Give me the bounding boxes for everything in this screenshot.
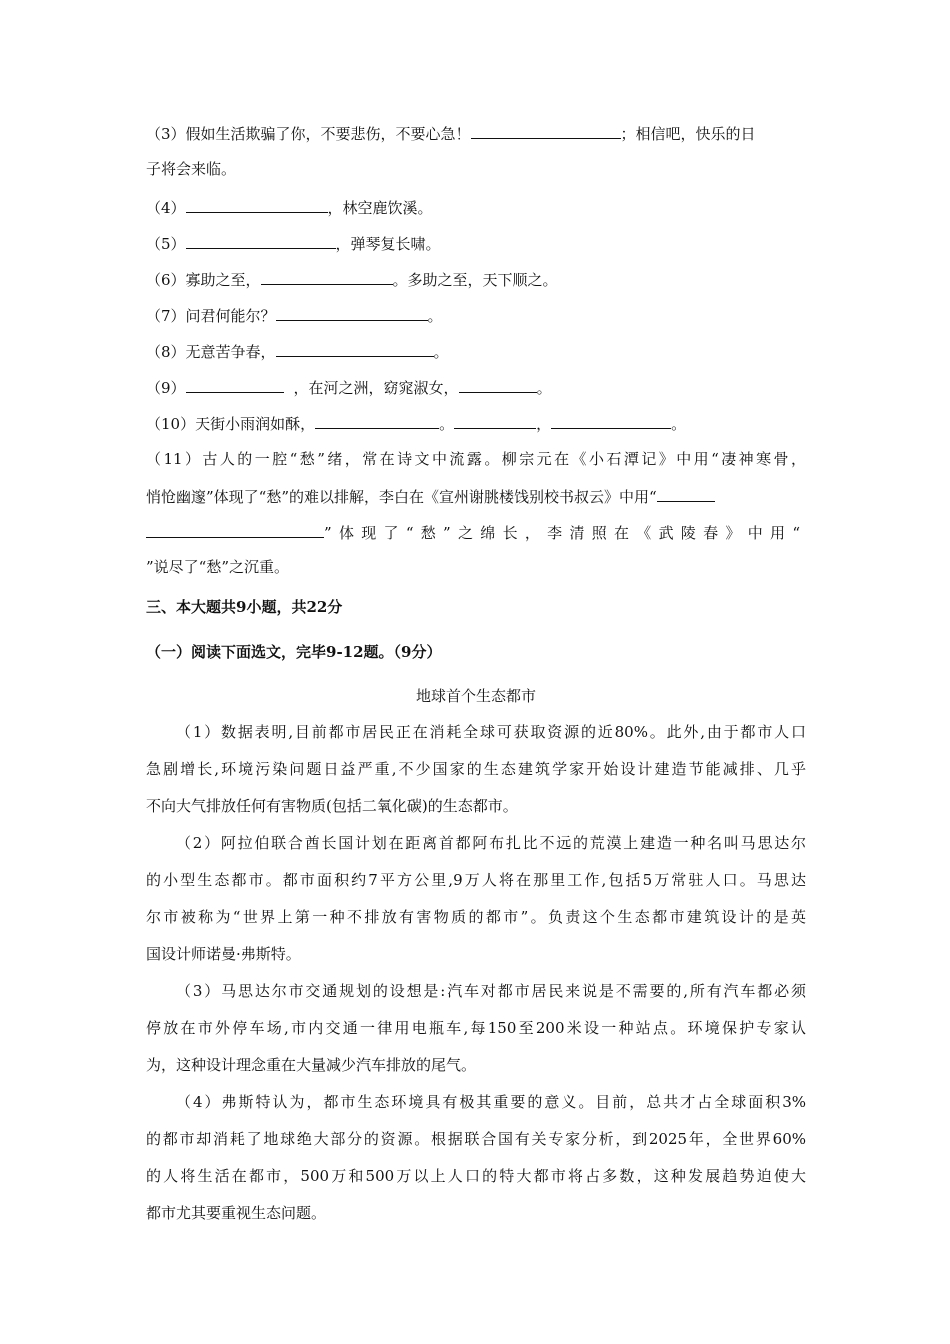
- question-4: [146, 196, 433, 218]
- question-8-text-b: 。: [433, 343, 449, 361]
- question-10-text-b: 。: [439, 415, 455, 433]
- question-8-blank[interactable]: [276, 340, 434, 357]
- question-7-text-a: （7）问君何能尔？: [146, 307, 276, 325]
- question-5-text-a: （5）: [146, 235, 186, 253]
- question-9-text-c: 。: [536, 379, 552, 397]
- question-10: [146, 412, 686, 434]
- question-10-text-c: ，: [536, 415, 552, 433]
- question-10-blank-1[interactable]: [315, 412, 439, 429]
- question-11-line-4: [146, 557, 289, 577]
- question-11-text-l2: 悄怆幽邃”体现了“愁”的难以排解，李白在《宣州谢朓楼饯别校书叔云》中用“: [146, 488, 657, 506]
- question-5-text-b: ，弹琴复长啸。: [335, 235, 441, 253]
- question-6-text-a: （6）寡助之至，: [146, 271, 261, 289]
- article-p4-line-4: 都市尤其要重视生态问题。: [146, 1204, 327, 1222]
- question-11-line-2: [146, 485, 715, 507]
- question-3-line-1: [146, 122, 756, 144]
- question-3-text-c: 子将会来临。: [146, 160, 237, 178]
- article-p1-line-2: 急剧增长,环境污染问题日益严重,不少国家的生态建筑学家开始设计建造节能减排、几乎: [146, 760, 806, 778]
- question-7-blank[interactable]: [276, 304, 428, 321]
- article-p2-line-1: （2）阿拉伯联合酋长国计划在距离首都阿布扎比不远的荒漠上建造一种名叫马思达尔: [176, 834, 806, 852]
- question-8-text-a: （8）无意苦争春，: [146, 343, 276, 361]
- question-9: [146, 376, 552, 398]
- article-p3-line-2: 停放在市外停车场,市内交通一律用电瓶车,每150至200米设一种站点。环境保护专家认: [146, 1019, 806, 1037]
- question-10-text-d: 。: [671, 415, 687, 433]
- question-11-line-3: [146, 521, 806, 543]
- article-p3-line-1: （3）马思达尔市交通规划的设想是:汽车对都市居民来说是不需要的,所有汽车都必须: [176, 982, 806, 1000]
- question-4-blank[interactable]: [186, 196, 328, 213]
- question-10-blank-2[interactable]: [454, 412, 536, 429]
- article-p4-line-3: 的人将生活在都市，500万和500万以上人口的特大都市将占多数，这种发展趋势迫使大: [146, 1167, 806, 1185]
- question-6: [146, 268, 558, 290]
- question-6-text-b: 。多助之至，天下顺之。: [392, 271, 558, 289]
- question-6-blank[interactable]: [261, 268, 393, 285]
- article-p1-line-1: （1）数据表明,目前都市居民正在消耗全球可获取资源的近80%。此外,由于都市人口: [176, 723, 806, 741]
- question-11-text-l1: （11）古人的一腔“愁”绪，常在诗文中流露。柳宗元在《小石潭记》中用“凄神寒骨，: [146, 450, 806, 468]
- article-p4-line-2: 的都市却消耗了地球绝大部分的资源。根据联合国有关专家分析，到2025年，全世界60%: [146, 1130, 806, 1148]
- question-10-text-a: （10）天街小雨润如酥，: [146, 415, 316, 433]
- question-5: [146, 232, 441, 254]
- question-11-line-1: [146, 449, 806, 469]
- article-p2-line-3: 尔市被称为“世界上第一种不排放有害物质的都市”。负责这个生态都市建筑设计的是英: [146, 908, 806, 926]
- section-heading: 三、本大题共9小题，共22分: [146, 598, 343, 616]
- article-p2-line-4: 国设计师诺曼·弗斯特。: [146, 945, 301, 963]
- question-3-text-b: ；相信吧，快乐的日: [620, 125, 756, 143]
- question-9-text-a: （9）: [146, 379, 186, 397]
- question-9-blank-1[interactable]: [186, 376, 284, 393]
- question-11-text-l3: ”体现了“愁”之绵长，李清照在《武陵春》中用“: [324, 524, 802, 542]
- question-11-text-l4: ”说尽了“愁”之沉重。: [146, 558, 290, 576]
- question-4-text-a: （4）: [146, 199, 186, 217]
- section-subheading: （一）阅读下面选文，完毕9-12题。（9分）: [146, 643, 442, 661]
- article-title: 地球首个生态都市: [415, 687, 536, 705]
- question-9-text-b: ，在河之洲，窈窕淑女，: [293, 379, 459, 397]
- question-4-text-b: ，林空鹿饮溪。: [327, 199, 433, 217]
- question-7: [146, 304, 443, 326]
- question-3-text-a: （3）假如生活欺骗了你，不要悲伤，不要心急！: [146, 125, 471, 143]
- question-3-blank[interactable]: [471, 122, 621, 139]
- question-5-blank[interactable]: [186, 232, 336, 249]
- article-p2-line-2: 的小型生态都市。都市面积约7平方公里,9万人将在那里工作,包括5万常驻人口。马思达: [146, 871, 806, 889]
- question-7-text-b: 。: [427, 307, 443, 325]
- question-9-blank-2[interactable]: [459, 376, 537, 393]
- article-p3-line-3: 为，这种设计理念重在大量减少汽车排放的尾气。: [146, 1056, 477, 1074]
- question-3-line-2: [146, 159, 236, 179]
- question-8: [146, 340, 449, 362]
- question-11-blank-1b[interactable]: [146, 521, 324, 538]
- article-p4-line-1: （4）弗斯特认为，都市生态环境具有极其重要的意义。目前，总共才占全球面积3%: [176, 1093, 806, 1111]
- question-11-blank-1a[interactable]: [657, 485, 715, 502]
- article-p1-line-3: 不向大气排放任何有害物质(包括二氧化碳)的生态都市。: [146, 797, 518, 815]
- question-10-blank-3[interactable]: [551, 412, 671, 429]
